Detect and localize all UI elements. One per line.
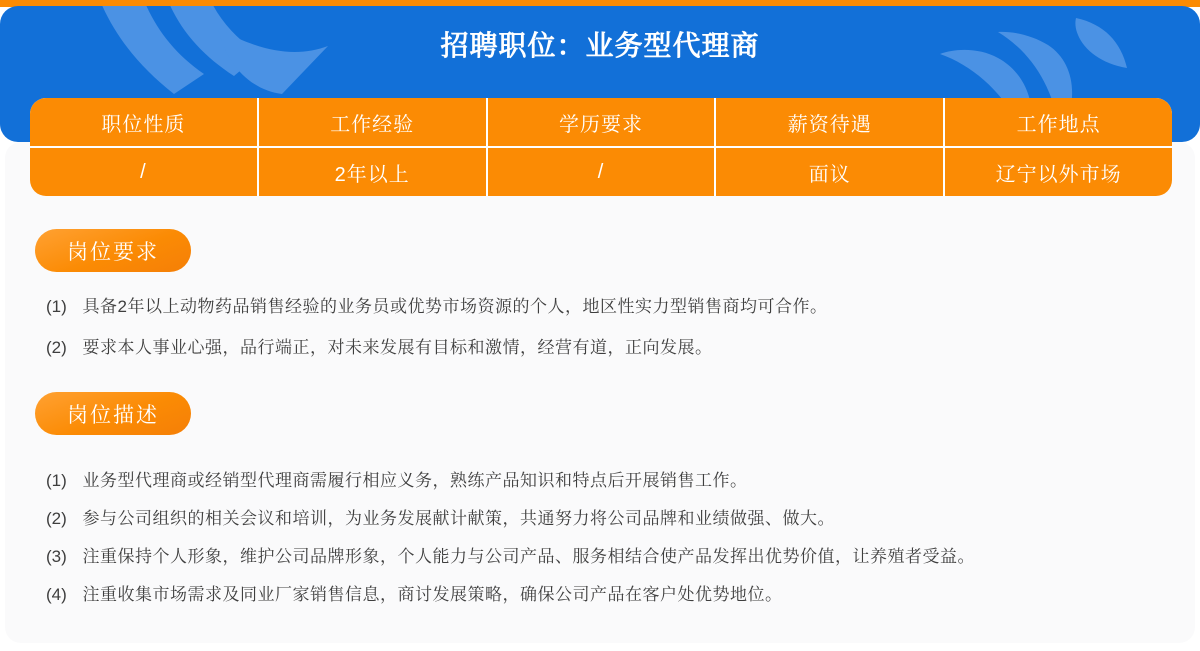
table-value-salary: 面议 [716, 148, 943, 196]
table-value-education: / [488, 148, 715, 196]
item-text: 参与公司组织的相关会议和培训，为业务发展献计献策，共通努力将公司品牌和业绩做强、做大。 [82, 509, 836, 528]
page-title: 招聘职位：业务型代理商 [440, 30, 760, 61]
description-item-4 [46, 584, 1170, 606]
table-value-position-type: / [30, 148, 257, 196]
item-text: 业务型代理商或经销型代理商需履行相应义务，熟练产品知识和特点后开展销售工作。 [82, 471, 748, 490]
table-header-education: 学历要求 [488, 98, 715, 146]
item-number: (1) [46, 297, 67, 316]
description-badge: 岗位描述 [35, 392, 191, 435]
item-number: (1) [46, 471, 67, 490]
job-info-table [30, 98, 1172, 196]
item-text: 注重收集市场需求及同业厂家销售信息，商讨发展策略，确保公司产品在客户处优势地位。 [82, 585, 783, 604]
description-item-1 [46, 470, 1170, 492]
item-number: (4) [46, 585, 67, 604]
table-header-position-type: 职位性质 [30, 98, 257, 146]
table-header-location: 工作地点 [945, 98, 1172, 146]
item-text: 具备2年以上动物药品销售经验的业务员或优势市场资源的个人，地区性实力型销售商均可合作。 [82, 297, 828, 316]
table-header-salary: 薪资待遇 [716, 98, 943, 146]
item-number: (2) [46, 509, 67, 528]
table-header-experience: 工作经验 [259, 98, 486, 146]
item-number: (2) [46, 338, 67, 357]
item-text: 注重保持个人形象，维护公司品牌形象，个人能力与公司产品、服务相结合使产品发挥出优势价值，让养殖者受益。 [82, 547, 976, 566]
item-number: (3) [46, 547, 67, 566]
table-value-location: 辽宁以外市场 [945, 148, 1172, 196]
requirements-badge: 岗位要求 [35, 229, 191, 272]
requirement-item-2 [46, 337, 1170, 359]
table-value-experience: 2年以上 [259, 148, 486, 196]
description-item-2 [46, 508, 1170, 530]
item-text: 要求本人事业心强，品行端正，对未来发展有目标和激情，经营有道，正向发展。 [82, 338, 713, 357]
requirement-item-1 [46, 296, 1170, 318]
description-item-3 [46, 546, 1170, 568]
